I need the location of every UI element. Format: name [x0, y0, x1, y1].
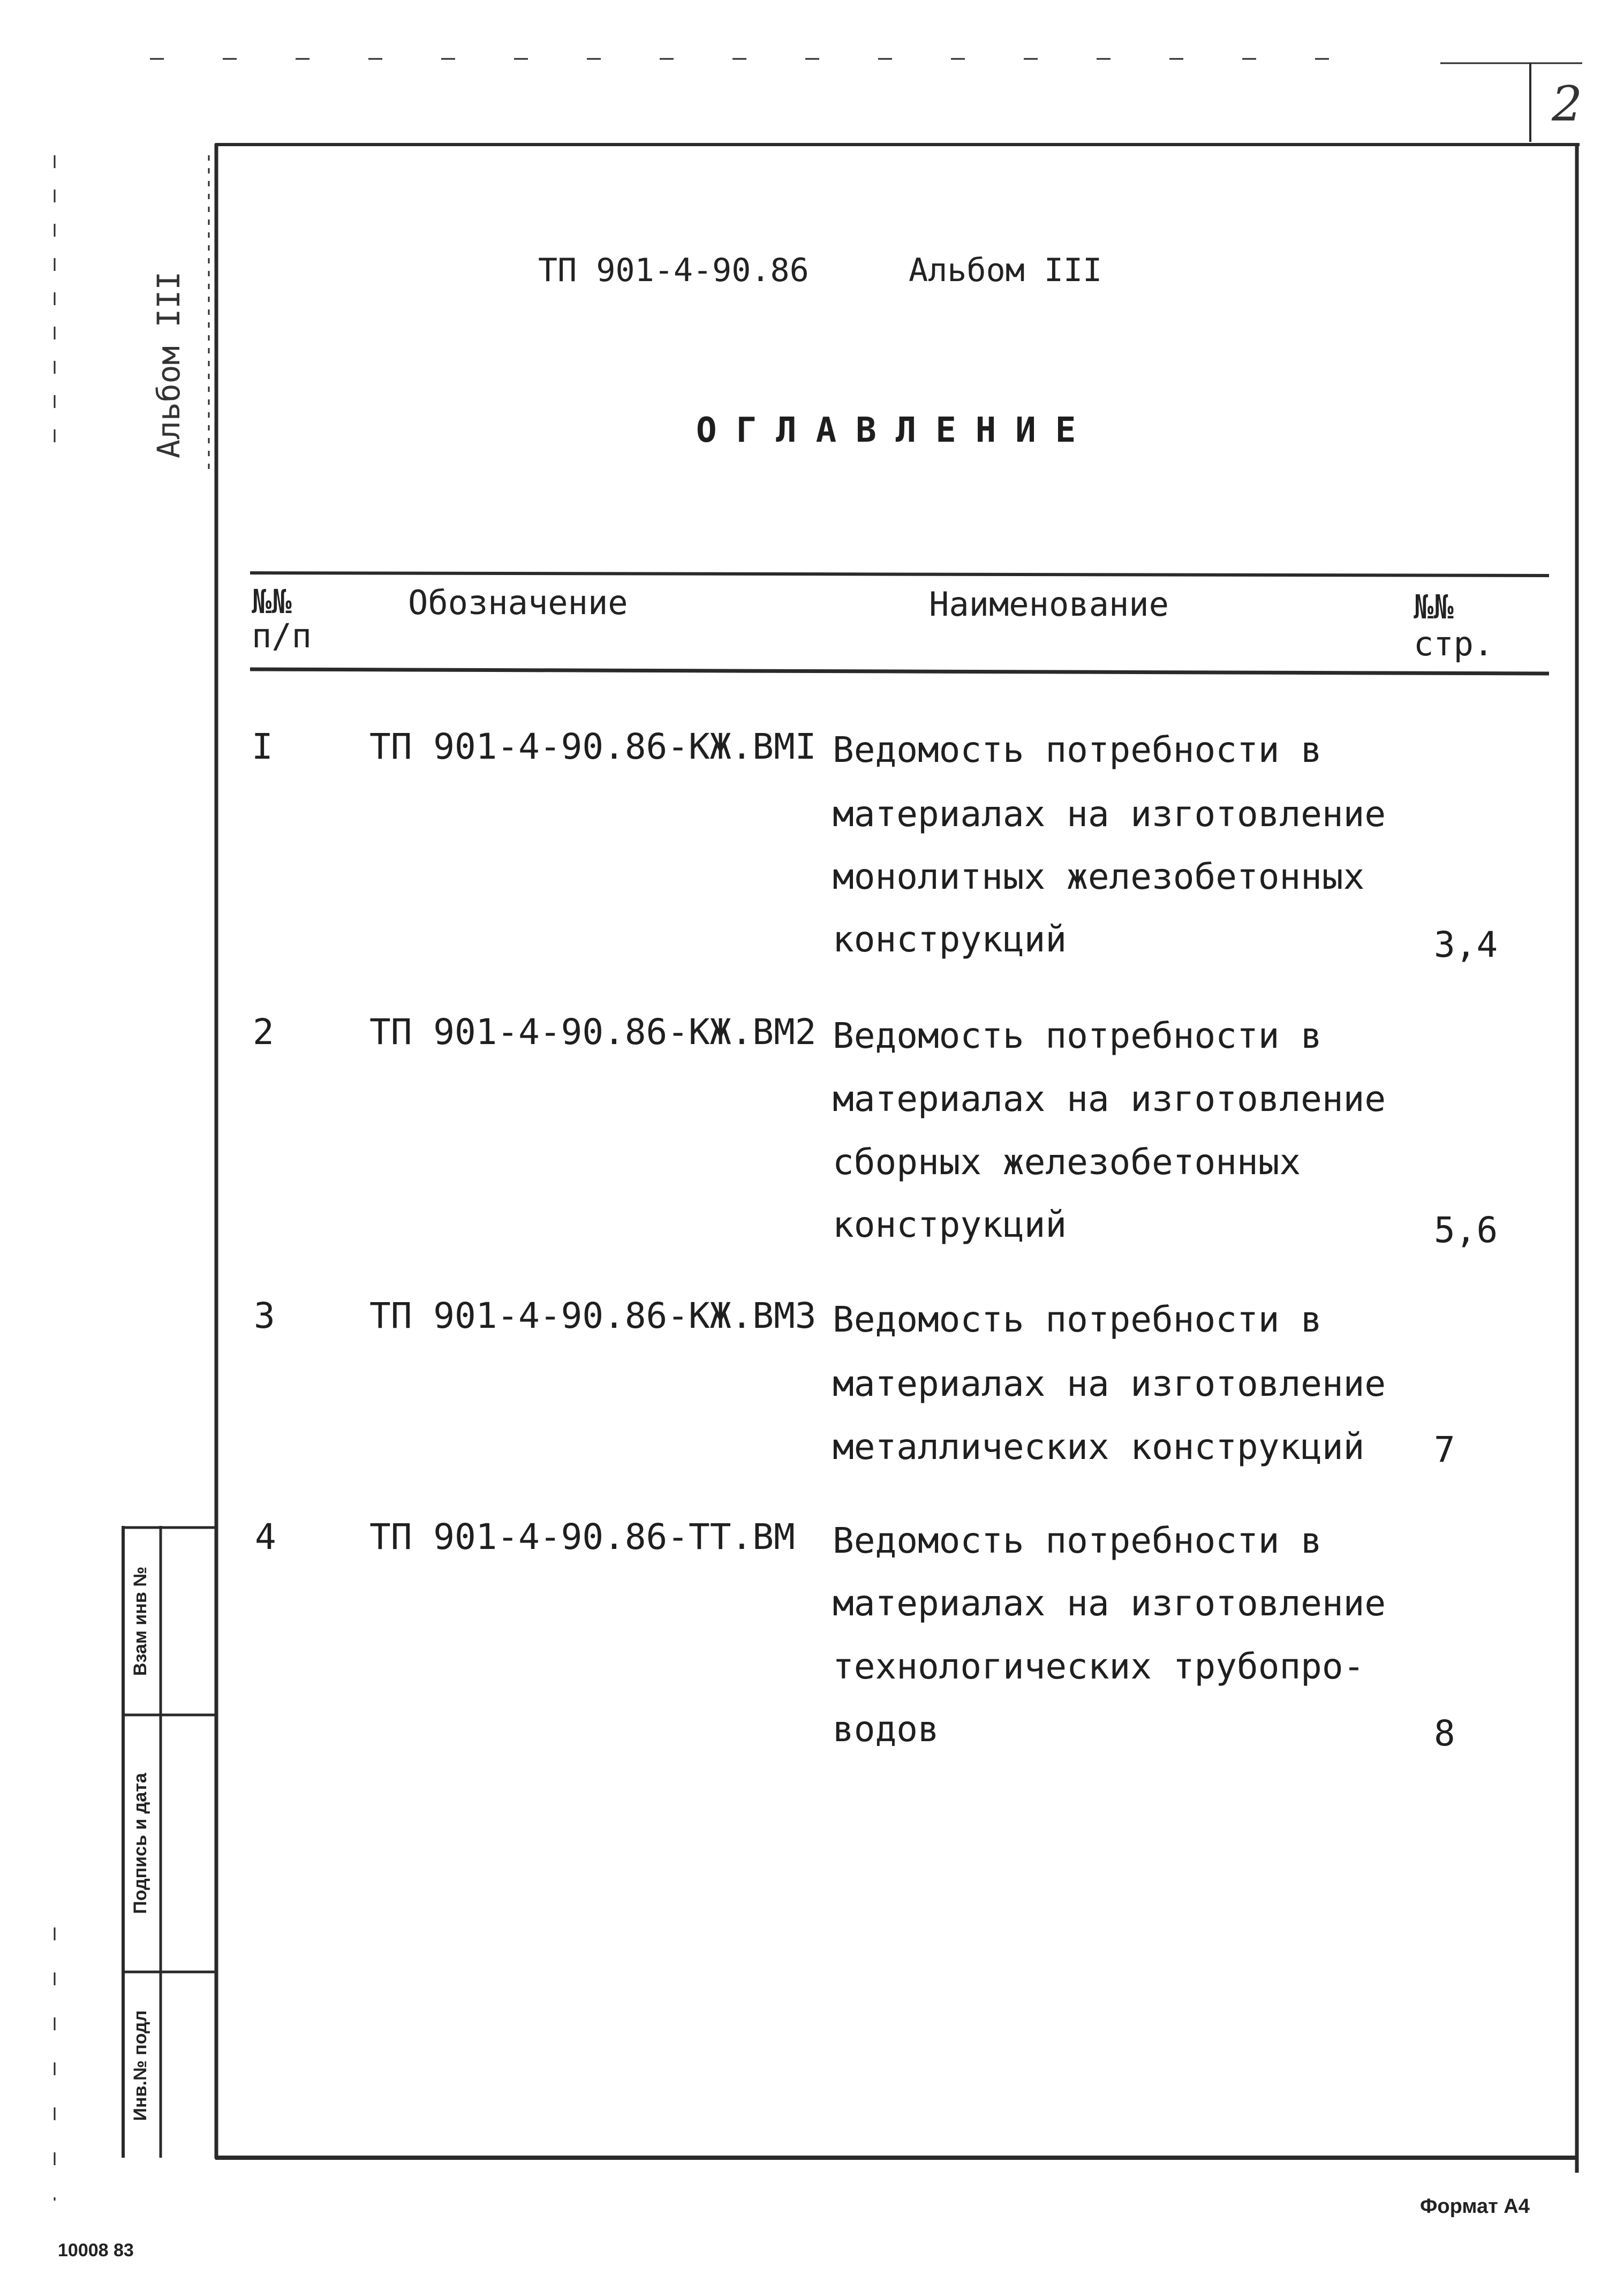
row-designation: ТП 901-4-90.86-ТТ.ВМ	[369, 1516, 795, 1558]
page-number: 2	[1552, 76, 1583, 132]
page-title: ОГЛАВЛЕНИЕ	[696, 411, 1096, 450]
row-name-line: Ведомость потребности в	[833, 1520, 1322, 1561]
row-pages: 5,6	[1434, 1209, 1498, 1251]
col-header-page-2: стр.	[1414, 624, 1494, 663]
stamp-label-replacement-inv: Взам инв №	[130, 1566, 150, 1676]
row-name-line: Ведомость потребности в	[833, 729, 1322, 770]
col-header-designation: Обозначение	[408, 583, 628, 622]
row-name-line: материалах на изготовление	[833, 1363, 1386, 1404]
format-label: Формат А4	[1420, 2195, 1530, 2218]
row-number: 2	[253, 1011, 274, 1053]
row-name-line: Ведомость потребности в	[833, 1015, 1322, 1056]
row-pages: 7	[1434, 1429, 1455, 1470]
row-name-line: металлических конструкций	[833, 1426, 1365, 1468]
side-album-label: Альбом III	[150, 271, 187, 458]
document-code: ТП 901-4-90.86	[538, 252, 809, 289]
row-number: 4	[255, 1516, 276, 1558]
stamp-label-original-inv: Инв.№ подл	[130, 2010, 150, 2121]
col-header-page-1: №№	[1414, 587, 1454, 626]
footer-code: 10008 83	[58, 2240, 134, 2261]
col-header-num-1: №№	[252, 582, 292, 621]
row-name-line: конструкций	[833, 919, 1067, 960]
row-pages: 8	[1434, 1713, 1455, 1754]
row-name-line: Ведомость потребности в	[833, 1299, 1322, 1340]
row-name-line: технологических трубопро-	[833, 1646, 1365, 1687]
row-name-line: материалах на изготовление	[833, 1078, 1386, 1120]
row-name-line: материалах на изготовление	[833, 1583, 1386, 1624]
row-number: I	[252, 726, 273, 767]
col-header-num-2: п/п	[252, 616, 312, 655]
row-name-line: конструкций	[833, 1204, 1067, 1245]
row-pages: 3,4	[1434, 924, 1498, 965]
row-name-line: водов	[833, 1709, 939, 1750]
row-designation: ТП 901-4-90.86-КЖ.ВМI	[369, 726, 817, 767]
row-name-line: сборных железобетонных	[833, 1142, 1301, 1183]
album-label: Альбом III	[909, 252, 1102, 289]
row-designation: ТП 901-4-90.86-КЖ.ВМ3	[369, 1295, 817, 1336]
row-name-line: материалах на изготовление	[833, 793, 1386, 835]
stamp-label-signature-date: Подпись и дата	[130, 1773, 150, 1914]
col-header-name: Наименование	[929, 585, 1169, 624]
row-name-line: монолитных железобетонных	[833, 856, 1365, 897]
row-number: 3	[254, 1295, 275, 1336]
row-designation: ТП 901-4-90.86-КЖ.ВМ2	[369, 1011, 817, 1053]
